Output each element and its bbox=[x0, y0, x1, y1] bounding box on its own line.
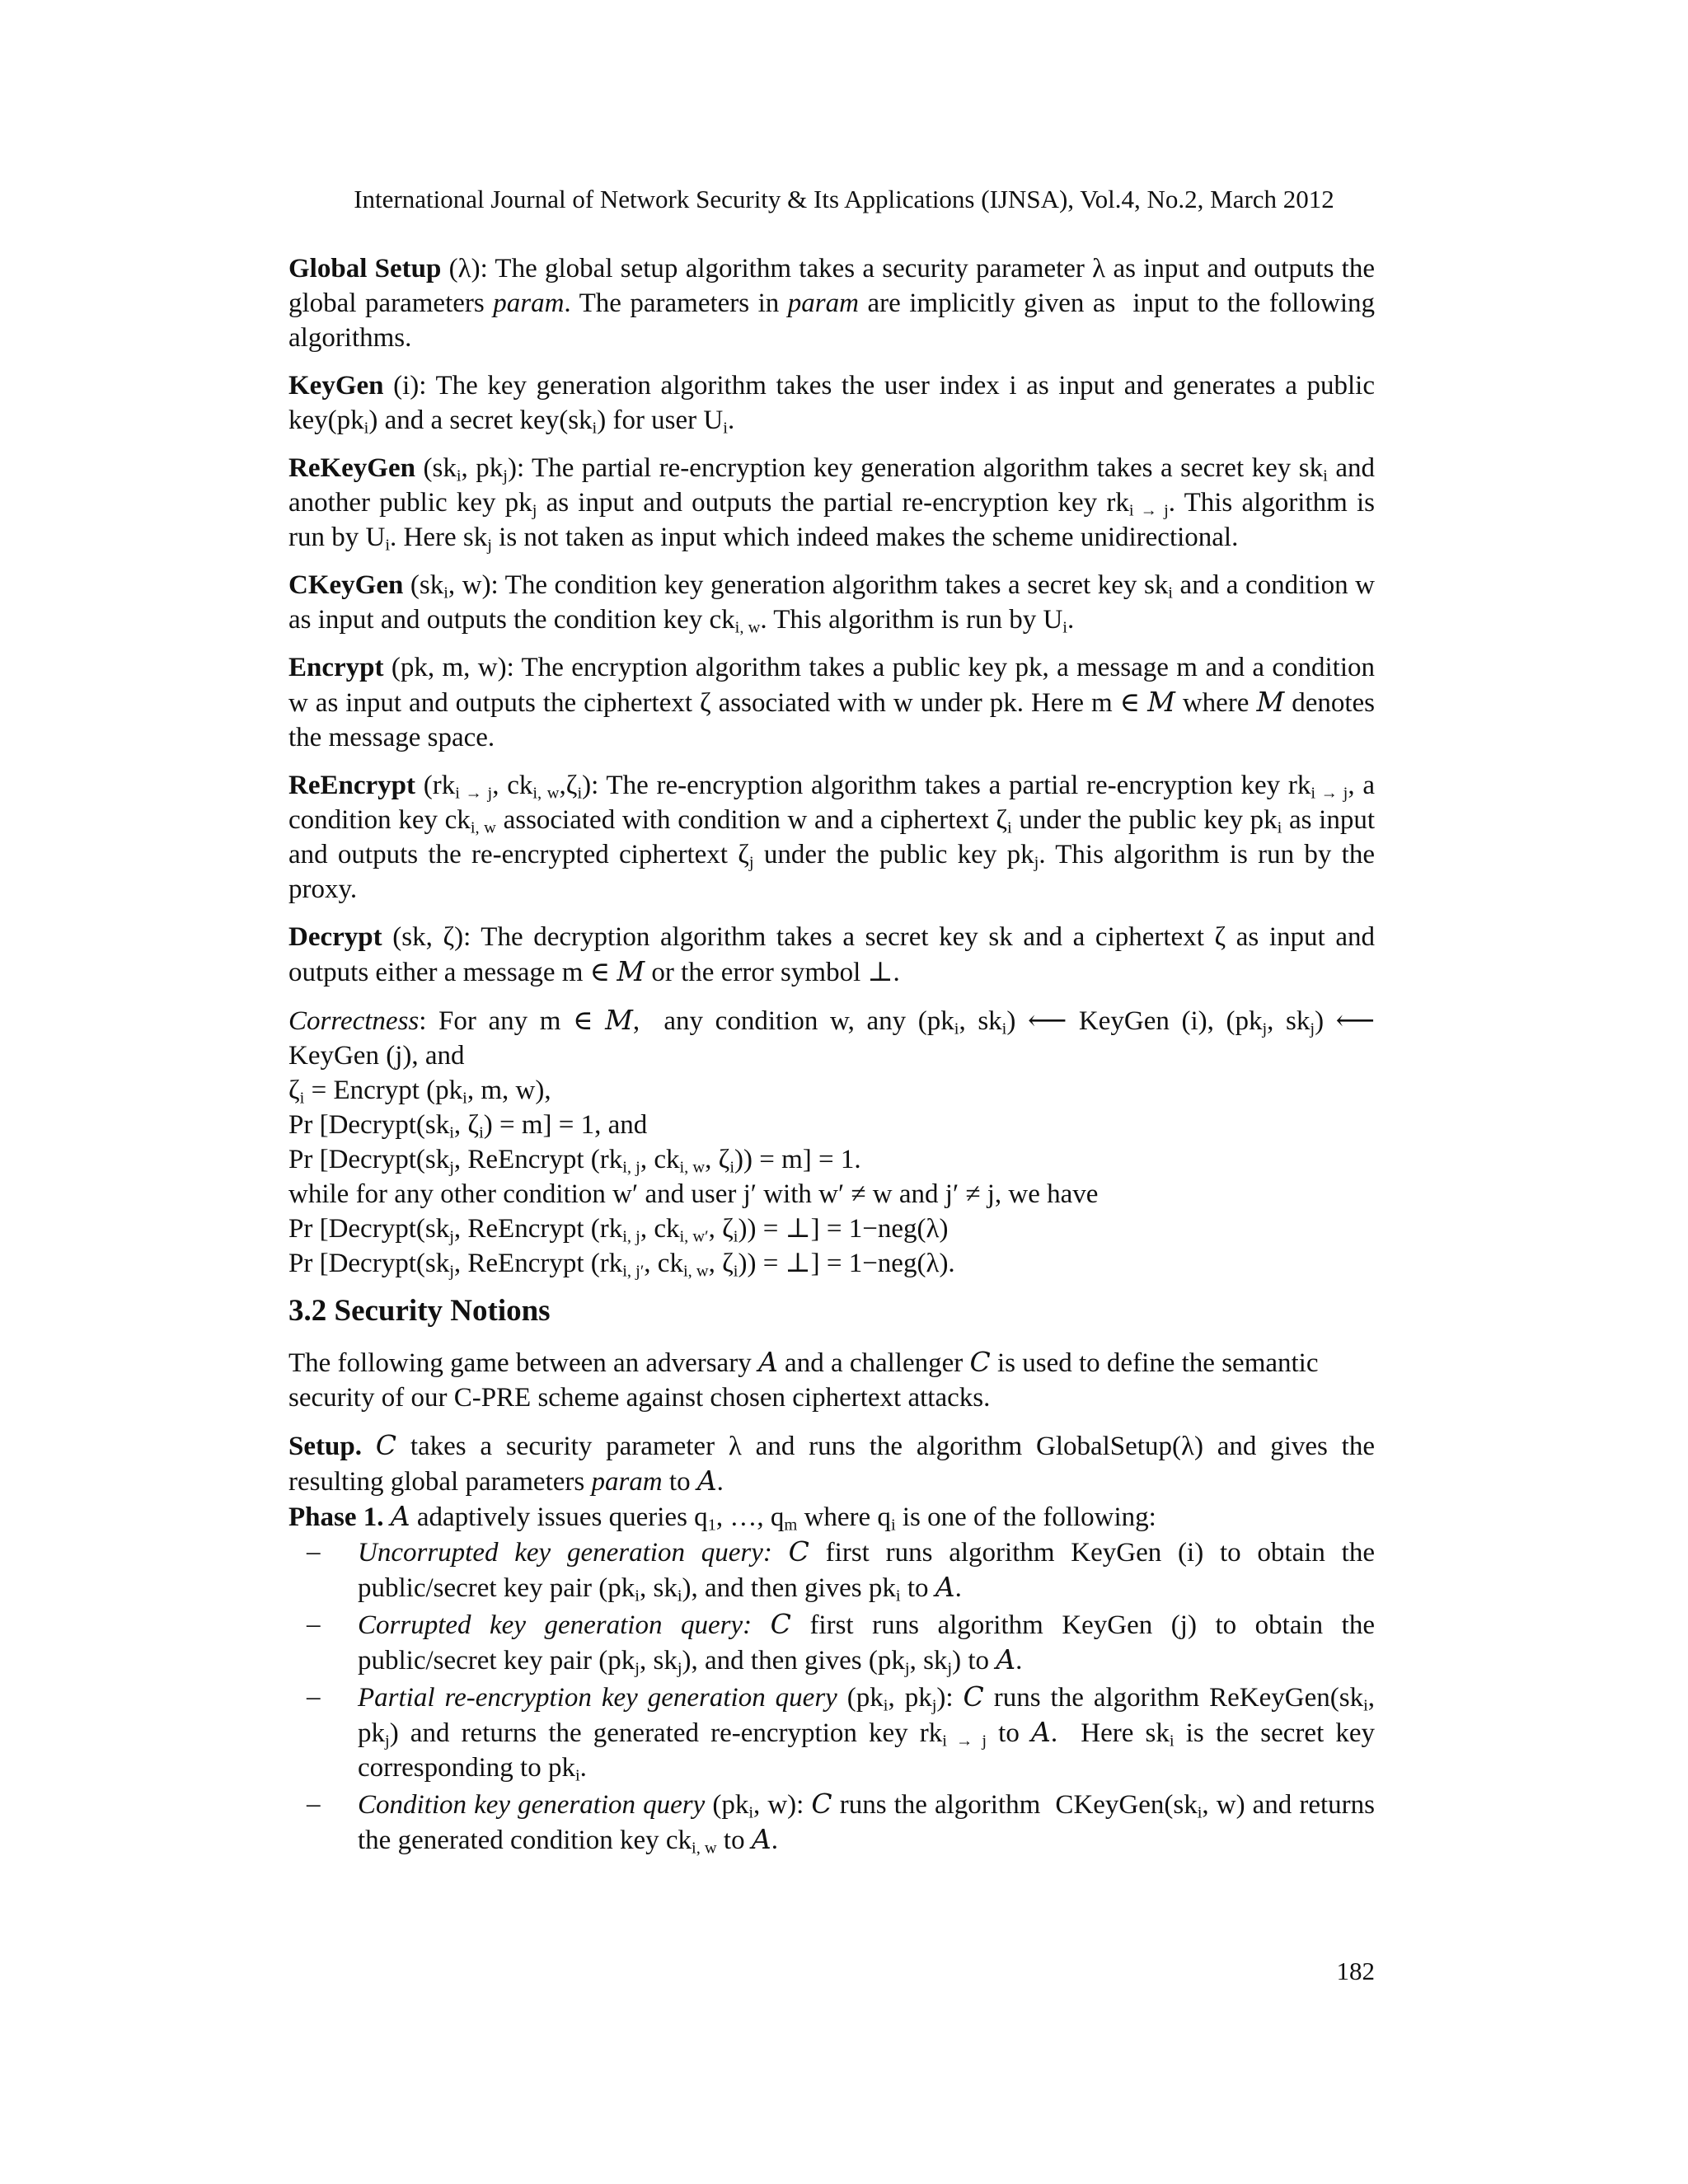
algorithm-name: ReEncrypt bbox=[288, 771, 415, 800]
list-item: – Corrupted key generation query: C first runs algorithm KeyGen (j) to obtain the public/secret key pair ($pk_j$, $sk_j$), and then gives ($pk_j$, $sk_j$) to A. bbox=[307, 1608, 1376, 1678]
algorithm-name: ReKeyGen bbox=[288, 453, 415, 483]
correctness-block: Correctness: For any m ∈ M, any condition w, any ($pk_i$, $sk_i$) ⟵ KeyGen (i), ($pk_j$, $sk_j$) ⟵ KeyGen (j), and $\zeta_i$ = Encrypt ($pk_i$, m, w), Pr [$Decrypt(sk_i$, $\zeta_i) = m] = 1$, and Pr [$Decrypt(sk_j$, ReEncrypt ($rk_{i, j}$, $ck_{i, w}$, $\zeta_i)) = m] = 1$. while for any other condition w′ and user j′ with w′ ≠ w and j′ ≠ j, we have Pr [$Decrypt(sk_j$, ReEncrypt ($rk_{i, j}$, $ck_{i, w'}$, $\zeta_i$)) = ⊥] = 1−neg(λ) Pr [$Decrypt(sk_j$, ReEncrypt ($rk_{i, j'}$, $ck_{i, w}$, $\zeta_i$)) = ⊥] = 1−neg(λ). bbox=[288, 1004, 1375, 1281]
setup-paragraph: Setup. C takes a security parameter λ and runs the algorithm GlobalSetup(λ) and gives the resulting global parameters param to A. bbox=[288, 1429, 1375, 1497]
security-intro-paragraph: The following game between an adversary A and a challenger C is used to define the semantic security of our C-PRE scheme against chosen ciphertext attacks. bbox=[288, 1346, 1319, 1413]
query-list bbox=[288, 1535, 1375, 1858]
ckeygen-paragraph: CKeyGen ($sk_i$, w): The condition key generation algorithm takes a secret key $sk_i$ and a condition w as input and outputs the condition key $ck_{i, w}$. This algorithm is run by $U_i$. bbox=[288, 570, 1376, 637]
list-dash: – bbox=[307, 1610, 321, 1639]
global-setup-paragraph: Global Setup (λ): The global setup algorithm takes a security parameter λ as input and outputs the global parameters param. The parameters in param are implicitly given as input to the following algorithms. bbox=[288, 254, 1376, 353]
phase1-label: Phase 1. bbox=[288, 1502, 384, 1532]
setup-label: Setup. bbox=[288, 1432, 362, 1461]
reencrypt-paragraph: ReEncrypt ($rk_{i \to j}$, $ck_{i, w},\zeta_i$): The re-encryption algorithm takes a partial re-encryption key $rk_{i \to j}$, a condition key $ck_{i, w}$ associated with condition w and a ciphertext $\zeta_i$ under the public key $pk_i$ as input and outputs the re-encrypted ciphertext $\zeta_j$ under the public key $pk_j$. This algorithm is run by the proxy. bbox=[288, 771, 1376, 904]
page-number: 182 bbox=[1336, 1957, 1375, 1985]
algorithm-name: Decrypt bbox=[288, 922, 382, 952]
list-dash: – bbox=[307, 1682, 321, 1712]
page-body bbox=[288, 251, 1375, 1859]
decrypt-paragraph: Decrypt (sk, ζ): The decryption algorithm takes a secret key sk and a ciphertext ζ as input and outputs either a message m ∈ M or the error symbol ⊥. bbox=[288, 922, 1375, 987]
list-dash: – bbox=[307, 1789, 321, 1819]
list-item: – Condition key generation query ($pk_i$, w): C runs the algorithm $CKeyGen(sk_i$, w) and returns the generated condition key $ck_{i, w}$ to A. bbox=[307, 1788, 1375, 1858]
algorithm-name: Encrypt bbox=[288, 653, 384, 682]
algorithm-name: CKeyGen bbox=[288, 570, 404, 600]
algorithm-name: Global Setup bbox=[288, 254, 442, 284]
phase1-paragraph: Phase 1. A adaptively issues queries $q_1$, …, $q_m$ where $q_i$ is one of the following: bbox=[288, 1500, 1156, 1535]
running-head: International Journal of Network Security & Its Applications (IJNSA), Vol.4, No.2, March 2012 bbox=[354, 185, 1334, 213]
list-item: – Partial re-encryption key generation query ($pk_i$, $pk_j$): C runs the algorithm $ReKeyGen(sk_i$, $pk_j$) and returns the generated re-encryption key $rk_{i \to j}$ to A. Here $sk_i$ is the secret key corresponding to $pk_i$. bbox=[307, 1680, 1376, 1785]
section-heading: 3.2 Security Notions bbox=[288, 1294, 551, 1328]
keygen-paragraph: KeyGen (i): The key generation algorithm takes the user index i as input and generates a public $key(pk_i)$ and a secret $key(sk_i)$ for user $U_i$. bbox=[288, 371, 1375, 438]
rekeygen-paragraph: ReKeyGen ($sk_i$, $pk_j$): The partial re-encryption key generation algorithm takes a secret key $sk_i$ and another public key $pk_j$ as input and outputs the partial re-encryption key $rk_{i \to j}$. This algorithm is run by $U_i$. Here $sk_j$ is not taken as input which indeed makes the scheme unidirectional. bbox=[288, 453, 1375, 555]
list-dash: – bbox=[307, 1537, 321, 1567]
list-item: – Uncorrupted key generation query: C first runs algorithm KeyGen (i) to obtain the public/secret key pair ($pk_i$, $sk_i$), and then gives $pk_i$ to A. bbox=[307, 1535, 1375, 1605]
encrypt-paragraph: Encrypt (pk, m, w): The encryption algorithm takes a public key pk, a message m and a condition w as input and outputs the ciphertext ζ associated with w under pk. Here m ∈ M where M denotes the message space. bbox=[288, 653, 1376, 752]
algorithm-name: KeyGen bbox=[288, 371, 384, 401]
